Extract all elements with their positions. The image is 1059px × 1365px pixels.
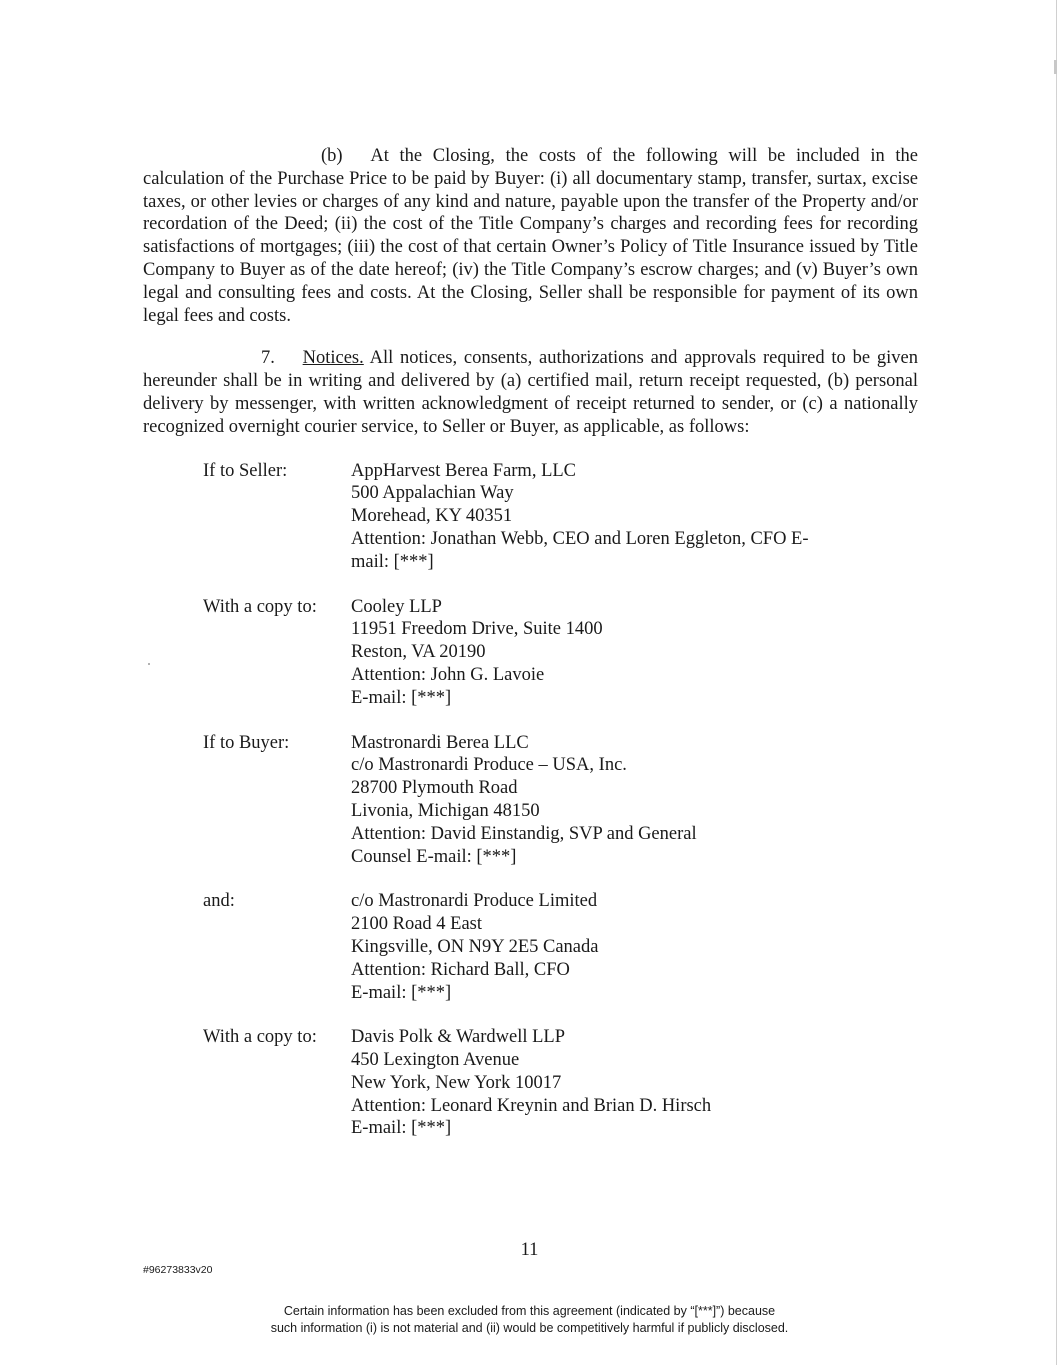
address-line: Attention: Jonathan Webb, CEO and Loren Eggleton, CFO E-	[351, 528, 809, 549]
address-line: Reston, VA 20190	[351, 642, 486, 663]
address-lines	[351, 732, 918, 869]
address-line: Attention: Richard Ball, CFO	[351, 959, 570, 980]
footer-line-2: such information (i) is not material and (ii) would be competitively harmful if publicly disclosed.	[270, 1321, 789, 1335]
address-label: With a copy to:	[203, 1027, 317, 1048]
address-block	[143, 732, 918, 869]
address-lines	[351, 596, 918, 710]
address-line: Attention: David Einstandig, SVP and General	[351, 823, 697, 844]
address-line: 11951 Freedom Drive, Suite 1400	[351, 619, 603, 640]
page-number: 11	[520, 1240, 539, 1260]
address-line: E-mail: [***]	[351, 982, 452, 1003]
paragraph-b	[143, 145, 918, 327]
address-line: Attention: John G. Lavoie	[351, 664, 545, 685]
document-body	[143, 145, 918, 1162]
address-line: 28700 Plymouth Road	[351, 778, 518, 799]
address-line: 2100 Road 4 East	[351, 914, 483, 935]
scan-edge-line	[1056, 0, 1057, 1365]
redaction-footer	[0, 1303, 1059, 1337]
address-lines	[351, 890, 918, 1004]
address-label: If to Seller:	[203, 460, 288, 481]
address-line: AppHarvest Berea Farm, LLC	[351, 460, 577, 481]
address-label: If to Buyer:	[203, 732, 290, 753]
footer-line-1: Certain information has been excluded from this agreement (indicated by “[***]”) because	[283, 1304, 776, 1318]
address-line: Davis Polk & Wardwell LLP	[351, 1027, 565, 1048]
address-line: Counsel E-mail: [***]	[351, 846, 517, 867]
section-7-text: All notices, consents, authorizations and approvals required to be given hereunder shall be in writing and delivered by (a) certified mail, return receipt requested, (b) personal delivery by messenger, with written acknowledgment of receipt returned to sender, or (c) a nationally recognized overnight courier service, to Seller or Buyer, as applicable, as follows:	[143, 348, 919, 437]
section-7-heading: Notices.	[302, 348, 364, 369]
address-line: Cooley LLP	[351, 596, 442, 617]
paragraph-b-text: At the Closing, the costs of the following will be included in the calculation of the Purchase Price to be paid by Buyer: (i) all documentary stamp, transfer, surtax, excise taxes, or other levies or charges of any kind and nature, payable upon the transfer of the Property and/or recordation of the Deed; (ii) the cost of the Title Company’s charges and recording fees for recording satisfactions of mortgages; (iii) the cost of that certain Owner’s Policy of Title Insurance issued by Title Company to Buyer as of the date hereof; (iv) the Title Company’s escrow charges; and (v) Buyer’s own legal and consulting fees and costs. At the Closing, Seller shall be responsible for payment of its own legal fees and costs.	[143, 146, 918, 326]
address-block	[143, 596, 918, 710]
scan-edge-mark	[1054, 60, 1057, 74]
address-line: E-mail: [***]	[351, 1118, 452, 1139]
address-line: 450 Lexington Avenue	[351, 1050, 520, 1071]
address-lines	[351, 460, 918, 574]
address-label: and:	[203, 891, 235, 912]
address-line: c/o Mastronardi Produce – USA, Inc.	[351, 755, 627, 776]
address-label: With a copy to:	[203, 596, 317, 617]
address-block	[143, 890, 918, 1004]
section-7-number: 7.	[261, 348, 275, 369]
address-line: Mastronardi Berea LLC	[351, 732, 529, 753]
address-line: Livonia, Michigan 48150	[351, 800, 540, 821]
address-line: 500 Appalachian Way	[351, 483, 514, 504]
address-lines	[351, 1026, 918, 1140]
address-line: mail: [***]	[351, 551, 434, 572]
address-line: E-mail: [***]	[351, 687, 452, 708]
address-block	[143, 460, 918, 574]
address-line: New York, New York 10017	[351, 1072, 562, 1093]
address-line: c/o Mastronardi Produce Limited	[351, 891, 598, 912]
notice-address-list	[143, 460, 918, 1141]
address-block	[143, 1026, 918, 1140]
section-7-notices	[143, 347, 918, 438]
paragraph-b-marker: (b)	[321, 146, 343, 166]
document-id: #96273833v20	[143, 1264, 213, 1276]
address-line: Kingsville, ON N9Y 2E5 Canada	[351, 936, 599, 957]
address-line: Attention: Leonard Kreynin and Brian D. Hirsch	[351, 1095, 712, 1116]
address-line: Morehead, KY 40351	[351, 506, 513, 527]
